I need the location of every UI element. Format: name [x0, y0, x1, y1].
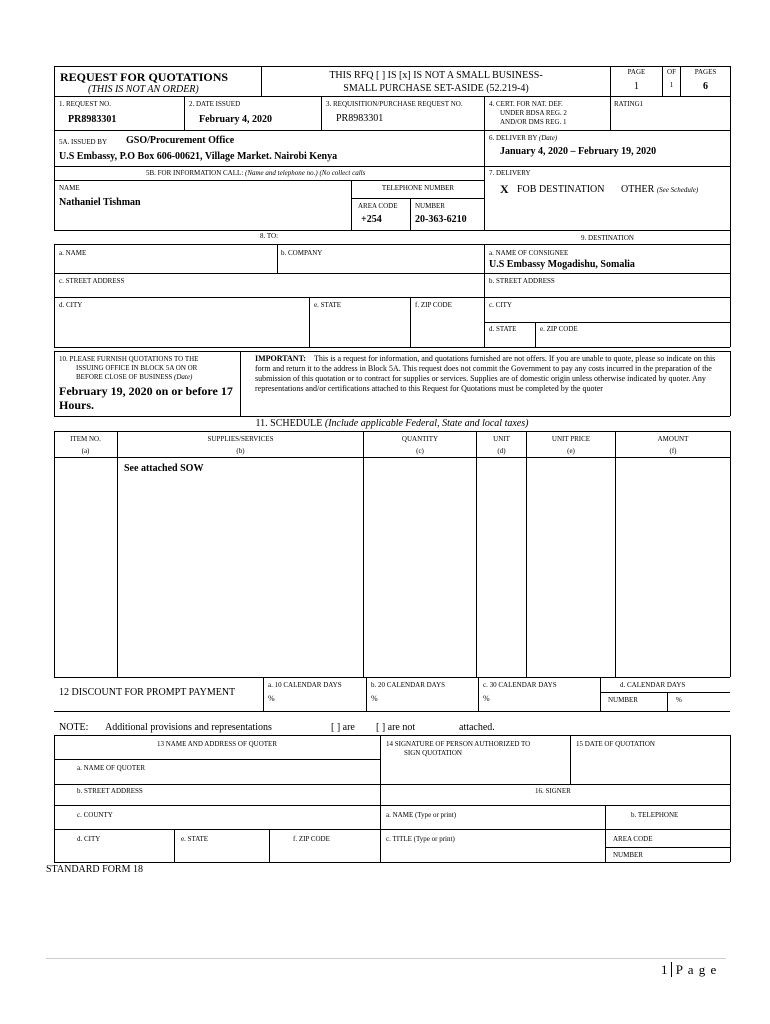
quoter-name-label: a. NAME OF QUOTER	[77, 764, 146, 772]
block13-label: 13 NAME AND ADDRESS OF QUOTER	[157, 740, 277, 748]
deliver-by-label: 6. DELIVER BY (Date)	[489, 134, 558, 142]
deliver-by-value: January 4, 2020 – February 19, 2020	[500, 146, 657, 157]
issued-office: GSO/Procurement Office	[126, 135, 235, 146]
note-label: NOTE:	[59, 722, 89, 733]
to-label: 8. TO:	[259, 232, 279, 240]
deadline-line2: Hours.	[59, 398, 95, 412]
requisition-value: PR8983301	[336, 113, 384, 124]
number-value: 20-363-6210	[415, 214, 467, 225]
fob-mark[interactable]: X	[500, 182, 509, 196]
furnish-line2: ISSUING OFFICE IN BLOCK 5A ON OR	[76, 364, 198, 372]
important-label: IMPORTANT:	[255, 354, 306, 363]
rating-label: RATING1	[614, 100, 644, 108]
discount-30-pct[interactable]: %	[483, 694, 490, 703]
request-no-label: 1. REQUEST NO.	[59, 100, 111, 108]
cert-sub2: AND/OR DMS REG. 1	[500, 118, 567, 126]
discount-n-pct[interactable]: %	[676, 696, 682, 704]
page-label: PAGE	[627, 68, 646, 76]
of-value: 1	[669, 81, 674, 89]
consignee-label: a. NAME OF CONSIGNEE	[489, 249, 569, 257]
cert-sub1: UNDER BDSA REG. 2	[500, 109, 567, 117]
fob-destination-label: FOB DESTINATION	[517, 184, 605, 195]
to-city-label: d. CITY	[59, 301, 83, 309]
col-supplies: SUPPLIES/SERVICES	[207, 435, 274, 443]
to-state-label: e. STATE	[314, 301, 342, 309]
signer-label: 16. SIGNER	[535, 787, 571, 795]
signer-telephone-label: b. TELEPHONE	[631, 811, 679, 819]
note-text: Additional provisions and representations	[105, 722, 272, 733]
col-supplies-code: (b)	[236, 447, 245, 455]
discount-20-pct[interactable]: %	[371, 694, 378, 703]
dest-state-label: d. STATE	[489, 325, 517, 333]
col-unit-price-code: (e)	[567, 447, 575, 455]
other-label: OTHER (See Schedule)	[621, 184, 699, 195]
footer-page-word: P a g e	[671, 962, 718, 977]
quoter-city-label: d. CITY	[77, 835, 101, 843]
issued-address: U.S Embassy, P.O Box 606-00621, Village Market. Nairobi Kenya	[59, 151, 338, 162]
area-code-label: AREA CODE	[358, 202, 398, 210]
to-name-label: a. NAME	[59, 249, 87, 257]
pages-value: 6	[703, 81, 708, 92]
dest-city-label: c. CITY	[489, 301, 512, 309]
col-quantity: QUANTITY	[401, 435, 439, 443]
furnish-line1: 10. PLEASE FURNISH QUOTATIONS TO THE	[59, 355, 199, 363]
discount-label: 12 DISCOUNT FOR PROMPT PAYMENT	[59, 687, 236, 698]
dest-street-label: b. STREET ADDRESS	[489, 277, 555, 285]
page-footer	[661, 963, 717, 976]
discount-20-label: b. 20 CALENDAR DAYS	[371, 681, 446, 689]
schedule-entry: See attached SOW	[124, 463, 204, 474]
block15-label: 15 DATE OF QUOTATION	[576, 740, 655, 748]
col-unit: UNIT	[493, 435, 510, 443]
quoter-street-label: b. STREET ADDRESS	[77, 787, 143, 795]
signer-name-label: a. NAME (Type or print)	[386, 811, 457, 819]
col-unit-code: (d)	[497, 447, 506, 455]
discount-10-pct[interactable]: %	[268, 694, 275, 703]
furnish-line3: BEFORE CLOSE OF BUSINESS (Date)	[76, 373, 193, 381]
issued-by-label: 5A. ISSUED BY	[59, 138, 108, 146]
request-no-value: PR8983301	[68, 114, 117, 125]
to-street-label: c. STREET ADDRESS	[59, 277, 125, 285]
discount-n-label: d. CALENDAR DAYS	[620, 681, 686, 689]
consignee-value: U.S Embassy Mogadishu, Somalia	[489, 259, 635, 270]
signer-area-code-label: AREA CODE	[613, 835, 653, 843]
col-item-no: ITEM NO.	[70, 435, 101, 443]
important-text: This is a request for information, and quotations furnished are not offers. If you are unable to quote, please so indicate on this form and return it to the address in Block 5A. This request does not commit the Government to pay any costs incurred in the preparation of the submission of this quotation or to contract for supplies or services. Supplies are of domestic origin unless otherwise indicated by quoter. Any representations and/or certifications attached to this Request for Quotations must be completed by the quoter	[255, 354, 716, 393]
date-issued-label: 2. DATE ISSUED	[189, 100, 241, 108]
discount-number-label[interactable]: NUMBER	[608, 696, 638, 704]
schedule-title: 11. SCHEDULE (Include applicable Federal, State and local taxes)	[255, 418, 529, 429]
signer-title-label: c. TITLE (Type or print)	[386, 835, 455, 843]
quoter-state-label: e. STATE	[181, 835, 209, 843]
setaside-line2: SMALL PURCHASE SET-ASIDE (52.219-4)	[343, 83, 529, 94]
to-zip-label: f. ZIP CODE	[415, 301, 452, 309]
number-label: NUMBER	[415, 202, 445, 210]
form-name: STANDARD FORM 18	[46, 864, 143, 875]
deadline-line1: February 19, 2020 on or before 17	[59, 384, 233, 398]
page-value: 1	[634, 81, 639, 92]
form-subtitle: (THIS IS NOT AN ORDER)	[88, 84, 199, 95]
to-company-label: b. COMPANY	[281, 249, 323, 257]
delivery-label: 7. DELIVERY	[489, 169, 531, 177]
block14-line2: SIGN QUOTATION	[404, 749, 462, 757]
discount-30-label: c. 30 CALENDAR DAYS	[483, 681, 557, 689]
quoter-zip-label: f. ZIP CODE	[293, 835, 330, 843]
note-are-checkbox[interactable]: [ ] are	[331, 722, 355, 733]
of-label: OF	[667, 68, 676, 76]
date-issued-value: February 4, 2020	[199, 114, 273, 125]
note-attached: attached.	[459, 722, 495, 733]
dest-zip-label: e. ZIP CODE	[540, 325, 578, 333]
block14-line1: 14 SIGNATURE OF PERSON AUTHORIZED TO	[386, 740, 531, 748]
destination-label: 9. DESTINATION	[581, 234, 634, 242]
telephone-label: TELEPHONE NUMBER	[381, 184, 455, 192]
col-quantity-code: (c)	[416, 447, 424, 455]
requisition-label: 3. REQUISITION/PURCHASE REQUEST NO.	[326, 100, 463, 108]
contact-name: Nathaniel Tishman	[59, 197, 141, 208]
area-code-value: +254	[361, 214, 382, 225]
footer-divider	[46, 958, 726, 959]
col-unit-price: UNIT PRICE	[551, 435, 591, 443]
discount-10-label: a. 10 CALENDAR DAYS	[268, 681, 342, 689]
info-call-label: 5B. FOR INFORMATION CALL: (Name and telephone no.) (No collect calls	[146, 169, 366, 177]
setaside-line1: THIS RFQ [ ] IS [x] IS NOT A SMALL BUSINESS-	[329, 70, 543, 81]
note-are-not-checkbox[interactable]: [ ] are not	[376, 722, 416, 733]
cert-label: 4. CERT. FOR NAT. DEF.	[489, 100, 563, 108]
quoter-county-label: c. COUNTY	[77, 811, 113, 819]
form-title: REQUEST FOR QUOTATIONS	[60, 70, 229, 84]
footer-page-number: 1	[661, 962, 668, 977]
contact-name-label: NAME	[59, 184, 80, 192]
col-amount: AMOUNT	[657, 435, 689, 443]
pages-label: PAGES	[694, 68, 717, 76]
important-notice	[255, 354, 725, 394]
signer-number-label: NUMBER	[613, 851, 643, 859]
col-item-no-code: (a)	[81, 447, 90, 455]
col-amount-code: (f)	[669, 447, 677, 455]
